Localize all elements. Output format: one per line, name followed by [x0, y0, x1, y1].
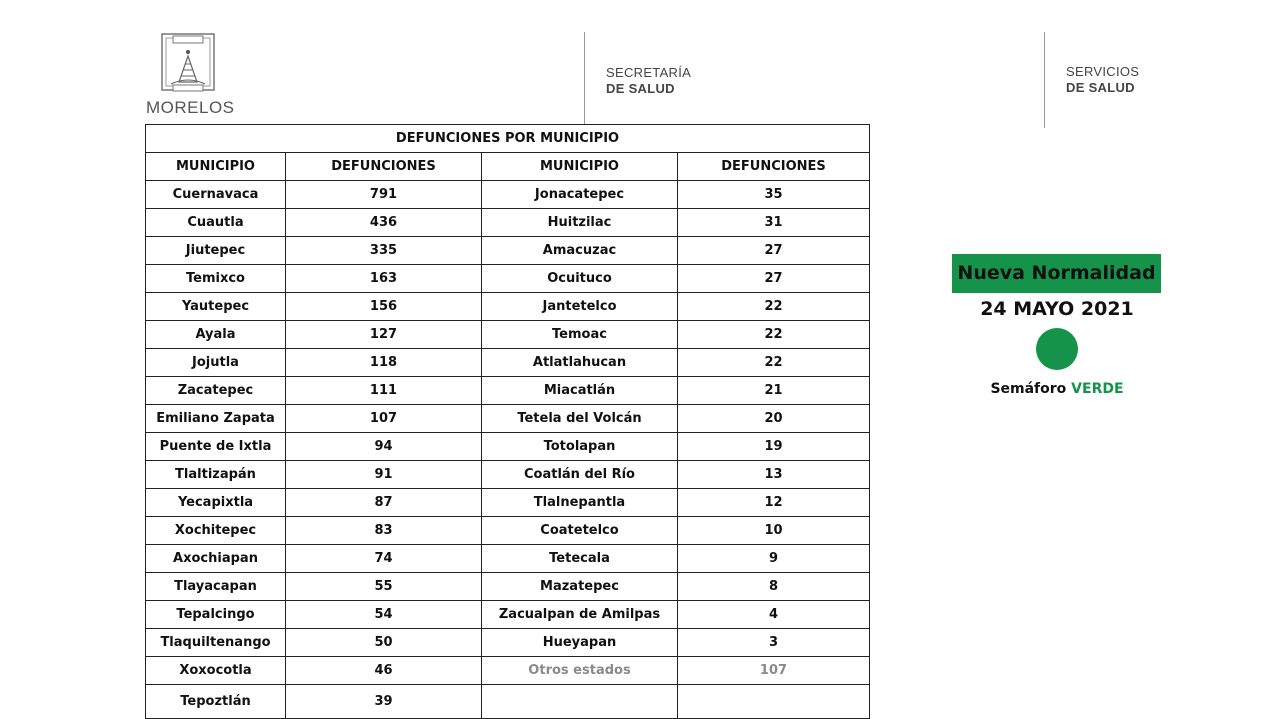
table-header-row [146, 153, 870, 181]
municipality-cell: Jiutepec [146, 237, 286, 265]
deaths-cell: 3 [678, 629, 870, 657]
municipality-cell: Zacatepec [146, 377, 286, 405]
municipality-cell: Coatlán del Río [482, 461, 678, 489]
table-row [146, 601, 870, 629]
municipality-cell: Tepalcingo [146, 601, 286, 629]
municipality-cell: Ayala [146, 321, 286, 349]
municipality-cell: Temoac [482, 321, 678, 349]
municipality-cell [482, 685, 678, 719]
municipality-cell: Cuautla [146, 209, 286, 237]
deaths-cell: 46 [286, 657, 482, 685]
deaths-cell: 13 [678, 461, 870, 489]
table-row [146, 573, 870, 601]
deaths-cell: 74 [286, 545, 482, 573]
table-row [146, 237, 870, 265]
traffic-light-icon [1036, 328, 1078, 370]
nueva-normalidad-badge: Nueva Normalidad [952, 254, 1161, 293]
municipality-cell: Otros estados [482, 657, 678, 685]
deaths-cell: 12 [678, 489, 870, 517]
table-row [146, 265, 870, 293]
municipality-cell: Amacuzac [482, 237, 678, 265]
column-header: DEFUNCIONES [678, 153, 870, 181]
table-row [146, 377, 870, 405]
column-header: MUNICIPIO [482, 153, 678, 181]
deaths-cell: 10 [678, 517, 870, 545]
table-row [146, 545, 870, 573]
secretaria-salud-label: SECRETARÍA DE SALUD [606, 65, 692, 96]
municipality-cell: Mazatepec [482, 573, 678, 601]
municipality-cell: Jonacatepec [482, 181, 678, 209]
municipality-cell: Emiliano Zapata [146, 405, 286, 433]
deaths-cell: 9 [678, 545, 870, 573]
municipality-cell: Tetecala [482, 545, 678, 573]
morelos-logo [146, 30, 246, 122]
table-row [146, 349, 870, 377]
deaths-cell: 27 [678, 237, 870, 265]
deaths-cell: 39 [286, 685, 482, 719]
municipality-cell: Jantetelco [482, 293, 678, 321]
deaths-cell: 22 [678, 321, 870, 349]
table-title: DEFUNCIONES POR MUNICIPIO [146, 125, 870, 153]
table-row [146, 293, 870, 321]
municipality-cell: Tlaltizapán [146, 461, 286, 489]
municipality-cell: Tlayacapan [146, 573, 286, 601]
table-row [146, 517, 870, 545]
deaths-cell: 91 [286, 461, 482, 489]
municipality-cell: Coatetelco [482, 517, 678, 545]
deaths-cell: 54 [286, 601, 482, 629]
deaths-cell: 83 [286, 517, 482, 545]
municipality-cell: Temixco [146, 265, 286, 293]
deaths-cell: 4 [678, 601, 870, 629]
deaths-cell: 111 [286, 377, 482, 405]
municipality-cell: Xoxocotla [146, 657, 286, 685]
municipality-cell: Yecapixtla [146, 489, 286, 517]
deaths-cell: 20 [678, 405, 870, 433]
deaths-cell: 118 [286, 349, 482, 377]
municipality-cell: Totolapan [482, 433, 678, 461]
deaths-cell: 156 [286, 293, 482, 321]
municipality-cell: Jojutla [146, 349, 286, 377]
municipality-cell: Axochiapan [146, 545, 286, 573]
column-header: DEFUNCIONES [286, 153, 482, 181]
table-row [146, 433, 870, 461]
deaths-cell: 335 [286, 237, 482, 265]
municipality-cell: Huitzilac [482, 209, 678, 237]
table-row [146, 685, 870, 719]
table-row [146, 489, 870, 517]
deaths-cell: 35 [678, 181, 870, 209]
header-divider-2 [1044, 32, 1045, 128]
deaths-cell: 94 [286, 433, 482, 461]
table-row [146, 461, 870, 489]
deaths-cell: 436 [286, 209, 482, 237]
deaths-cell: 31 [678, 209, 870, 237]
report-date: 24 MAYO 2021 [980, 298, 1134, 320]
municipality-cell: Xochitepec [146, 517, 286, 545]
municipality-cell: Hueyapan [482, 629, 678, 657]
table-row [146, 181, 870, 209]
municipality-cell: Miacatlán [482, 377, 678, 405]
table-row [146, 321, 870, 349]
table-row [146, 405, 870, 433]
deaths-cell: 22 [678, 293, 870, 321]
municipality-cell: Tetela del Volcán [482, 405, 678, 433]
municipality-cell: Atlatlahucan [482, 349, 678, 377]
status-panel [952, 254, 1162, 397]
semaforo-status: Semáforo VERDE [990, 381, 1124, 397]
municipality-cell: Ocuituco [482, 265, 678, 293]
coat-of-arms-icon [159, 32, 217, 94]
logo-text: MORELOS [146, 98, 235, 117]
deaths-cell: 22 [678, 349, 870, 377]
table-row [146, 209, 870, 237]
municipality-cell: Tepoztlán [146, 685, 286, 719]
table-row [146, 629, 870, 657]
servicios-salud-label: SERVICIOS DE SALUD [1066, 64, 1140, 95]
municipality-cell: Puente de Ixtla [146, 433, 286, 461]
deaths-cell: 87 [286, 489, 482, 517]
municipality-cell: Yautepec [146, 293, 286, 321]
deaths-cell: 21 [678, 377, 870, 405]
deaths-cell: 163 [286, 265, 482, 293]
municipality-cell: Tlalnepantla [482, 489, 678, 517]
deaths-cell: 19 [678, 433, 870, 461]
deaths-cell: 8 [678, 573, 870, 601]
header-divider-1 [584, 32, 585, 124]
deaths-cell: 791 [286, 181, 482, 209]
deaths-cell: 127 [286, 321, 482, 349]
municipality-cell: Cuernavaca [146, 181, 286, 209]
municipality-cell: Tlaquiltenango [146, 629, 286, 657]
deaths-cell [678, 685, 870, 719]
column-header: MUNICIPIO [146, 153, 286, 181]
deaths-cell: 107 [678, 657, 870, 685]
table-row [146, 657, 870, 685]
deaths-cell: 27 [678, 265, 870, 293]
deaths-cell: 50 [286, 629, 482, 657]
deaths-cell: 107 [286, 405, 482, 433]
municipality-cell: Zacualpan de Amilpas [482, 601, 678, 629]
deaths-cell: 55 [286, 573, 482, 601]
deaths-by-municipality-table [145, 124, 870, 719]
